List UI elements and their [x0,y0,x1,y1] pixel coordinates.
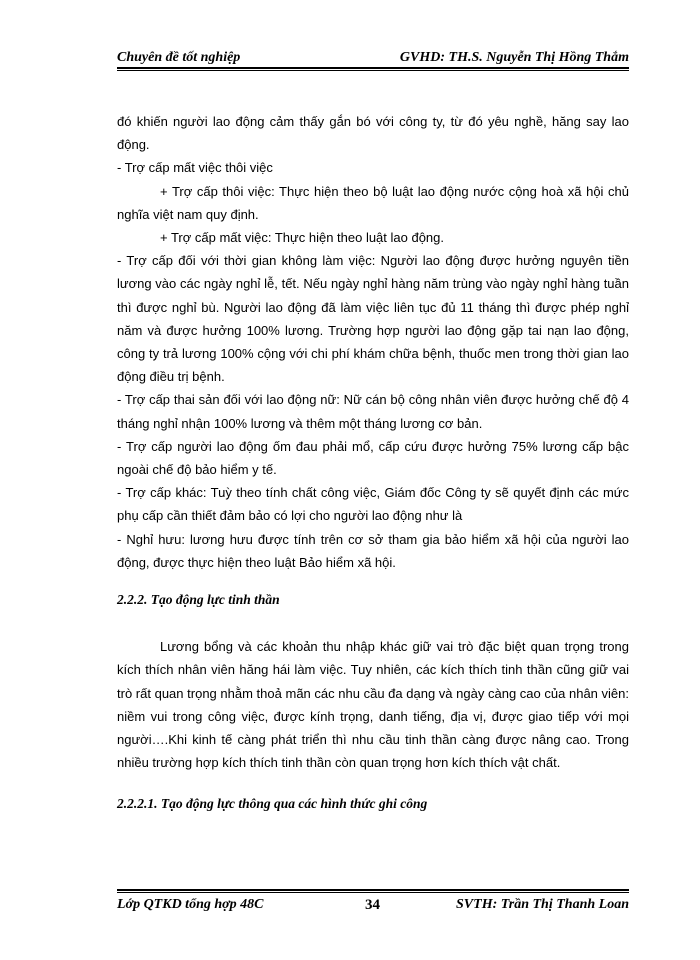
paragraph-6: - Trợ cấp thai sản đối với lao động nữ: Nữ cán bộ công nhân viên được hưởng chế độ 4 tháng nghỉ nhận 100% lương và thêm một tháng lương cơ bản. [117,392,629,431]
header-advisor: GVHD: TH.S. Nguyễn Thị Hồng Thắm [399,50,629,65]
paragraph-1: đó khiến người lao động cảm thấy gắn bó với công ty, từ đó yêu nghề, hăng say lao động. [117,114,629,153]
paragraph-7: - Trợ cấp người lao động ốm đau phải mổ, cấp cứu được hưởng 75% lương cấp bậc ngoài chế độ bảo hiểm y tế. [117,438,629,478]
paragraph-8: - Trợ cấp khác: Tuỳ theo tính chất công việc, Giám đốc Công ty sẽ quyết định các mức phụ cấp cần thiết đảm bảo có lợi cho người lao động như là [117,485,629,524]
header-rule-thin [117,70,629,71]
header-title: Chuyên đề tốt nghiệp [117,50,241,65]
section-heading-2-2-2-1: 2.2.2.1. Tạo động lực thông qua các hình thức ghi công [117,796,428,812]
footer-class: Lớp QTKD tổng hợp 48C [117,897,264,912]
footer-student: SVTH: Trần Thị Thanh Loan [456,897,629,912]
paragraph-4: + Trợ cấp mất việc: Thực hiện theo luật lao động. [160,230,445,246]
paragraph-10: Lương bổng và các khoản thu nhập khác giữ vai trò đặc biệt quan trọng trong kích thích nhân viên hăng hái làm việc. Tuy nhiên, các kích thích tinh thần cũng giữ vai trò rất quan trọng nhằm thoả mãn các nhu cầu đa dạng và ngày càng cao của nhân viên: niềm vui trong công việc, được kính trọng, danh tiếng, địa vị, được giao tiếp với mọi người….Khi kinh tế càng phát triển thì nhu cầu tinh thần càng được nâng cao. Trong nhiều trường hợp kích thích tinh thần còn quan trọng hơn kích thích vật chất. [117,639,629,771]
footer-rule-thin [117,892,629,893]
page-number: 34 [365,897,380,913]
paragraph-5: - Trợ cấp đối với thời gian không làm việc: Người lao động được hưởng nguyên tiền lương vào các ngày nghỉ lễ, tết. Nếu ngày nghỉ hàng năm trùng vào ngày nghỉ hàng tuần thì được nghỉ bù. Người lao động đã làm việc liên tục đủ 11 tháng thì được phép nghỉ năm và được hưởng 100% lương. Trường hợp người lao động gặp tai nạn lao động, công ty trả lương 100% cộng với chi phí khám chữa bệnh, thuốc men trong thời gian lao động điều trị bệnh. [117,253,629,385]
paragraph-3: + Trợ cấp thôi việc: Thực hiện theo bộ luật lao động nước cộng hoà xã hội chủ nghĩa việt nam quy định. [117,183,629,222]
paragraph-2: - Trợ cấp mất việc thôi việc [117,160,273,176]
header-rule [117,67,629,69]
footer-rule [117,889,629,891]
paragraph-9: - Nghỉ hưu: lương hưu được tính trên cơ sở tham gia bảo hiểm xã hội của người lao động, được thực hiện theo luật Bảo hiểm xã hội. [117,531,629,570]
section-heading-2-2-2: 2.2.2. Tạo động lực tinh thần [117,592,280,608]
page-body [117,110,629,816]
